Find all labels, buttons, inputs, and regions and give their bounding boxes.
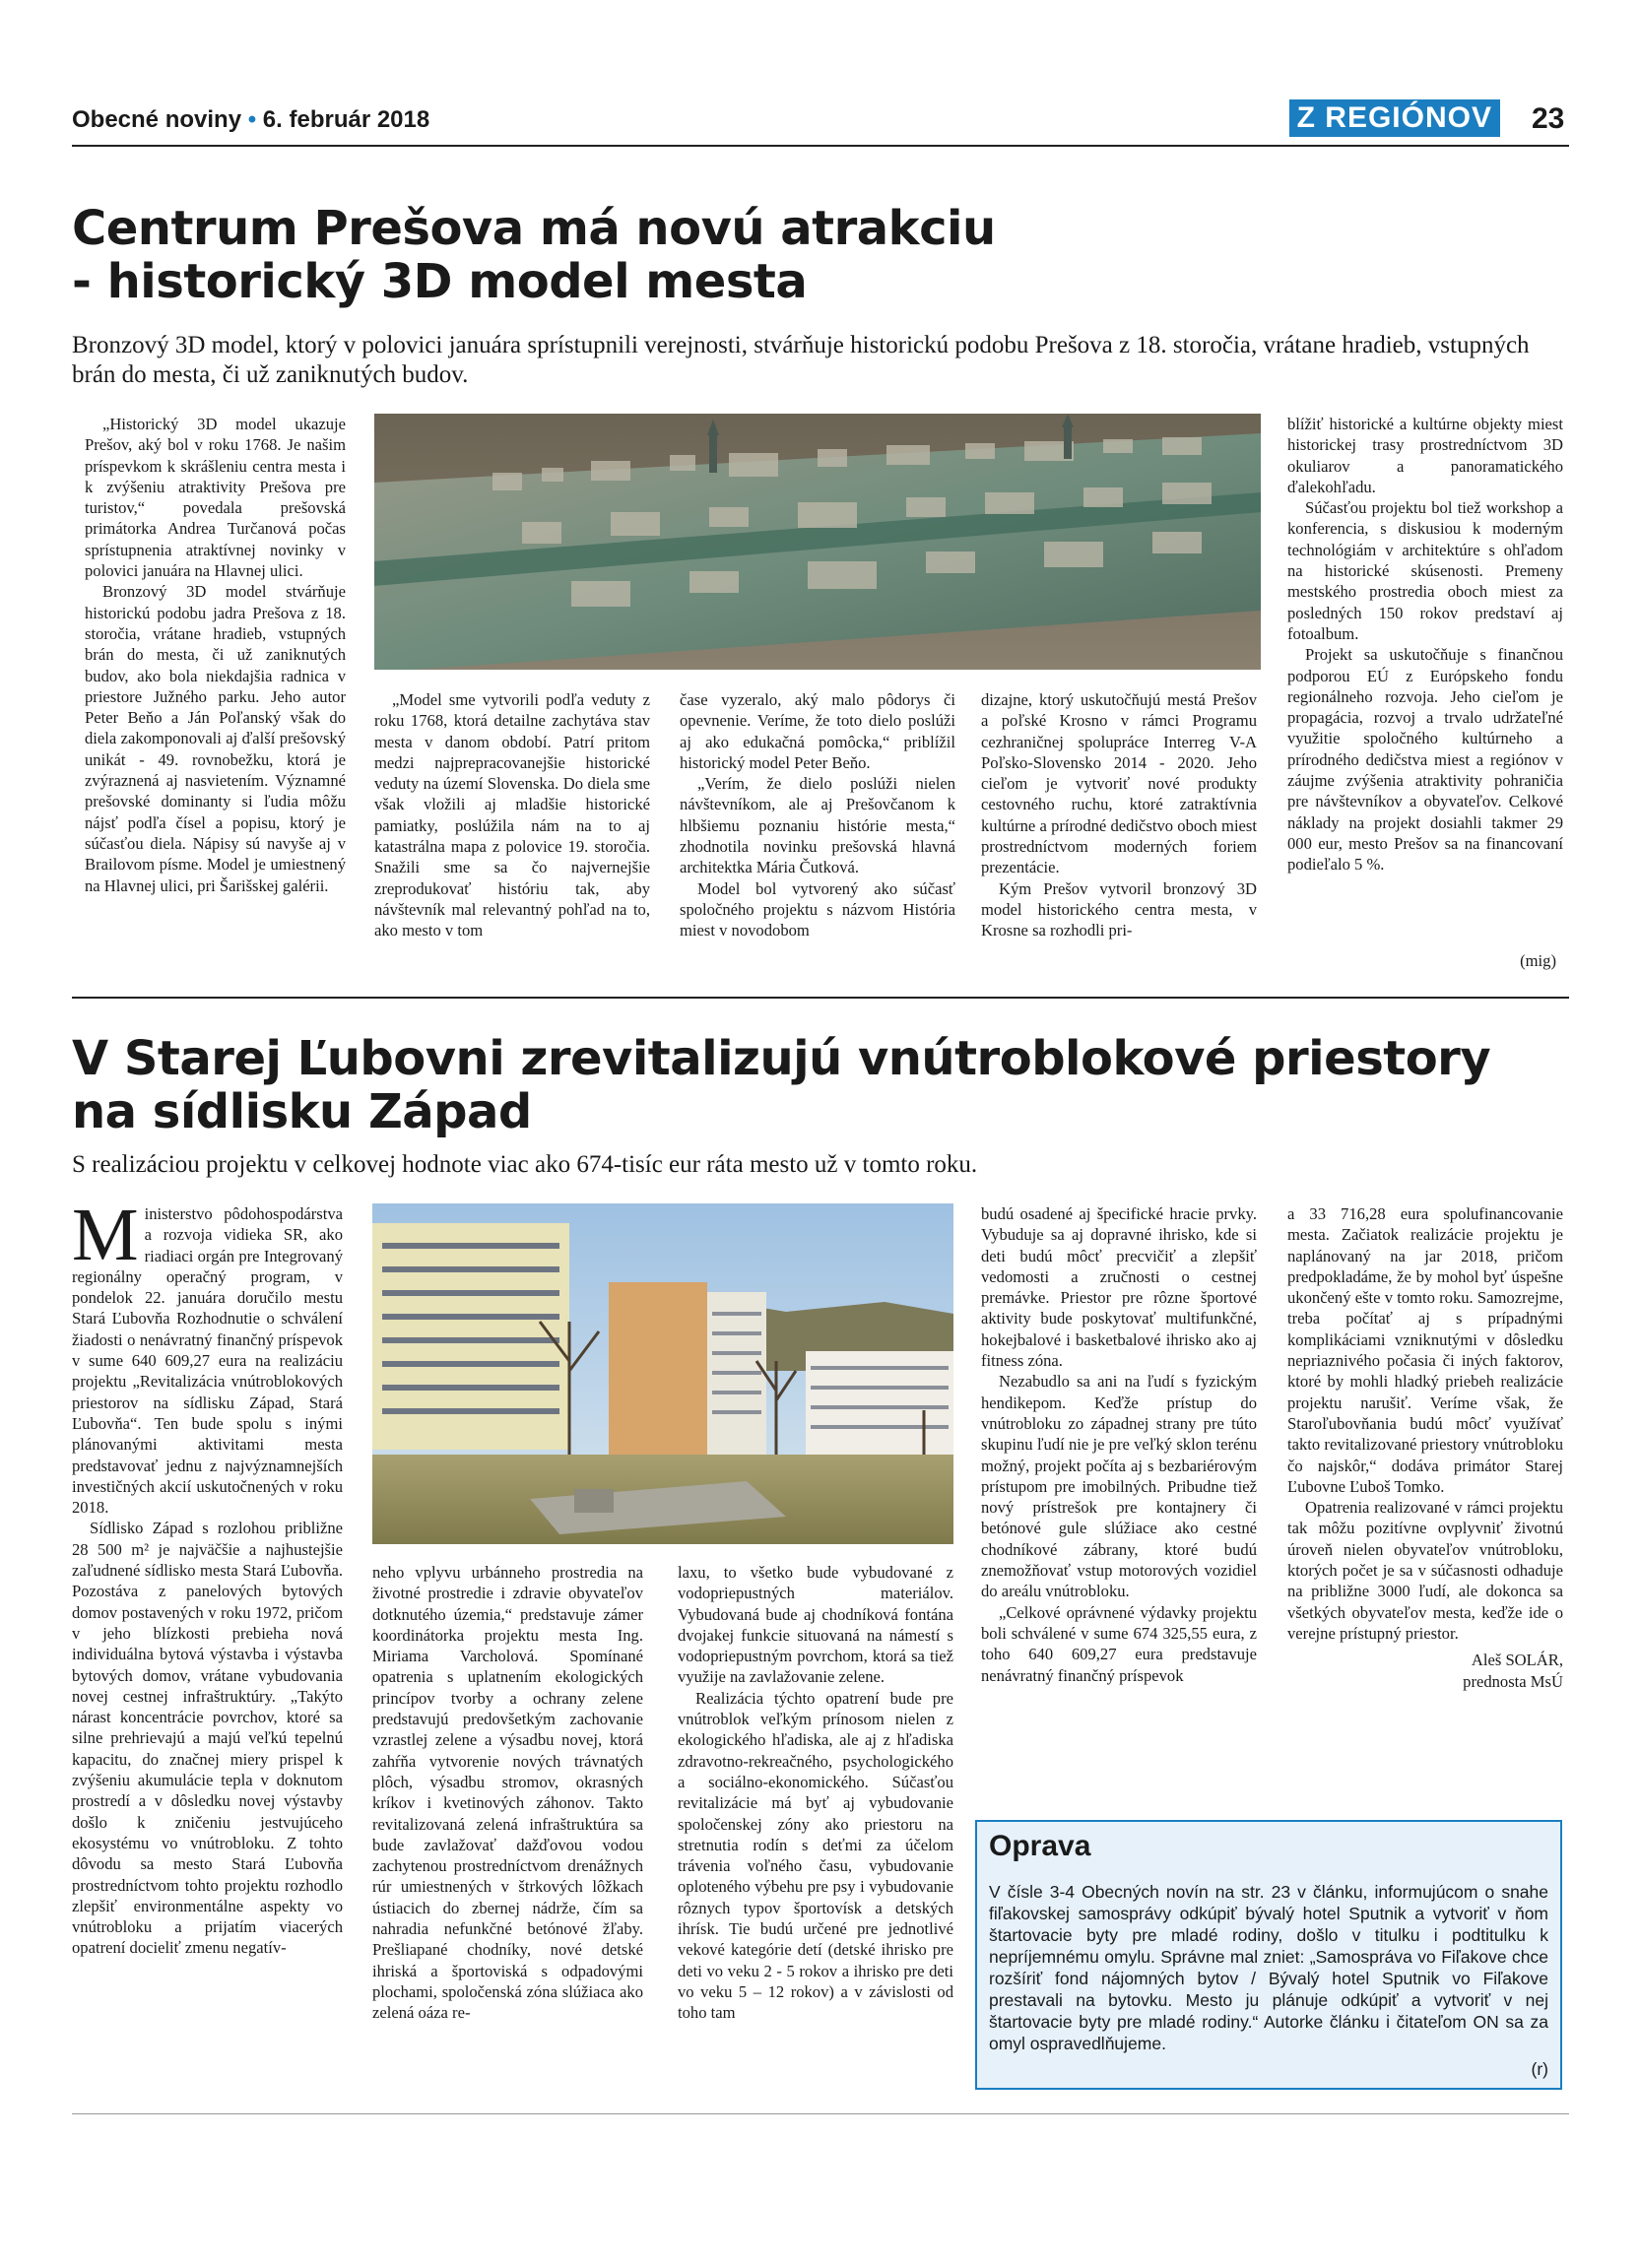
running-header: [72, 106, 429, 134]
publication-name: Obecné noviny: [72, 106, 242, 133]
housing-estate-photo: [372, 1203, 953, 1544]
article2-col1: [72, 1194, 343, 1959]
paragraph: „Celkové oprávnené výdavky projektu boli schválené v sume 674 325,55 eura, z toho 640 609,27 eura predstavuje nenávratný finančný príspevok: [981, 1602, 1257, 1685]
article2-col5: [1287, 1203, 1563, 1692]
correction-signature: (r): [1531, 2059, 1548, 2079]
correction-box: [975, 1820, 1562, 2090]
article1-col5: [1287, 414, 1563, 875]
paragraph: „Verím, že dielo poslúži nielen návštevníkom, ale aj Prešovčanom k hlbšiemu poznaniu histórie mesta,“ zhodnotila novinku prešovská hlavná architektka Mária Čutková.: [680, 774, 955, 877]
article1-signature: (mig): [1520, 951, 1556, 970]
paragraph: a 33 716,28 eura spolufinancovanie mesta. Začiatok realizácie projektu je naplánovaný na jar 2018, pričom predpokladáme, že by mohol byť úspešne ukončený ešte v tomto roku. Samozrejme, treba počítať aj s prípadnými komplikáciami vzniknutými v dôsledku nepriaznivého počasia či iných faktorov, ktoré by mohli hladký priebeh realizácie projektu narušiť. Veríme však, že Staroľubovňania budú môcť využívať takto revitalizované priestory vnútrobloku čo najskôr,“ dodáva primátor Starej Ľubovne Ľuboš Tomko.: [1287, 1204, 1563, 1496]
page-number: 23: [1532, 102, 1565, 135]
article2-title-line1: V Starej Ľubovni zrevitalizujú vnútroblokové priestory: [72, 1031, 1491, 1086]
correction-text: V čísle 3-4 Obecných novín na str. 23 v článku, informujúcom o snahe fiľakovskej samosprávy odkúpiť bývalý hotel Sputnik a vytvoriť v ňom štartovacie byty pre mladé rodiny, došlo v titulku i podtitulku k nepríjemnému omylu. Správne mal zniet: „Samospráva vo Fiľakove chce rozšíriť fond nájomných bytov / Bývalý hotel Sputnik vo Fiľakove prestavali na bytovku. Mesto ju plánuje odkúpiť a vytvoriť v nej štartovacie byty pre mladé rodiny.“ Autorke článku i čitateľom ON sa za omyl ospravedlňujeme.: [989, 1882, 1548, 2053]
paragraph: [72, 1194, 343, 1518]
paragraph: Sídlisko Západ s rozlohou približne 28 500 m² je najväčšie a najhustejšie zaľudnené sídlisko mesta Stará Ľubovňa. Pozostáva z panelových bytových domov postavených v roku 1972, pričom v jeho blízkosti prebieha nová individuálna bytová výstavba i výstavba bytových domov, vrátane vybudovania novej cestnej infraštruktúry. „Takýto nárast koncentrácie povrchov, ktoré sa silne prehrievajú a majú veľkú tepelnú kapacitu, do značnej miery prispel k zvýšeniu akumulácie tepla v doknutom prostredí a v dôsledku novej výstavby došlo k zničeniu jestvujúceho ekosystému vo vnútrobloku. Z tohto dôvodu sa mesto Stará Ľubovňa prostredníctvom tohto projektu rozhodlo zlepšiť environmentálne aspekty vo vnútrobloku a prijatím viacerých opatrení docieliť zmenu negatív-: [72, 1519, 343, 1958]
paragraph: „Historický 3D model ukazuje Prešov, aký bol v roku 1768. Je našim príspevkom k skrášleniu centra mesta i k zvýšeniu atraktivity Prešova pre turistov,“ povedala prešovská primátorka Andrea Turčanová počas sprístupnenia atraktívnej novinky v polovici januára na Hlavnej ulici.: [85, 415, 346, 581]
paragraph: budú osadené aj špecifické hracie prvky. Vybuduje sa aj dopravné ihrisko, kde si deti budú môcť precvičiť a zlepšiť vedomosti a zručnosti o cestnej premávke. Priestor pre rôzne športové aktivity bude poskytovať multifunkčné, hokejbalové i basketbalové ihrisko ako aj fitness zóna.: [981, 1204, 1257, 1371]
article2-col3: [678, 1562, 953, 2024]
paragraph: čase vyzeralo, aký malo pôdorys či opevnenie. Veríme, že toto dielo poslúži aj ako edukačná pomôcka,“ priblížil historický model Peter Beňo.: [680, 690, 955, 772]
paragraph: Bronzový 3D model stvárňuje historickú podobu jadra Prešova z 18. storočia, vrátane hradieb, vstupných brán do mesta, či už zaniknutých budov, ako bola niekdajšia radnica v priestore Južného parku. Jeho autor Peter Beňo a Ján Poľanský však do diela zakomponovali aj ďalší prešovský unikát - 49. rovnobežku, ktorá je zvýraznená aj nasvietením. Významné prešovské dominanty si ľudia môžu nájsť podľa čísel a popisu, ktorý je súčasťou diela. Nápisy sú navyše aj v Brailovom písme. Model je umiestnený na Hlavnej ulici, pri Šarišskej galérii.: [85, 582, 346, 895]
article2-lead: S realizáciou projektu v celkovej hodnote viac ako 674-tisíc eur ráta mesto už v tomto roku.: [72, 1151, 978, 1178]
header-rule: [72, 145, 1569, 147]
section-tag: Z REGIÓNOV: [1289, 99, 1500, 137]
paragraph: neho vplyvu urbánneho prostredia na životné prostredie i zdravie obyvateľov dotknutého územia,“ predstavuje zámer koordinátorka projektu mesta Ing. Miriama Varcholová. Spomínané opatrenia s uplatnením ekologických princípov tvorby a ochrany zelene predstavujú predovšetkým zachovanie vzrastlej zelene a výsadbu novej, ktorá zahŕňa vytvorenie nových trávnatých plôch, výsadbu stromov, okrasných kríkov i kvetinových záhonov. Takto revitalizovaná zelená infraštruktúra sa bude zavlažovať dažďovou vodou zachytenou prostredníctvom drenážnych rúr umiestnených v štrkových lôžkach ústiacich do zbernej nádrže, čím sa nahradia nefunkčné betónové žľaby. Prešliapané chodníky, nové detské ihriská a športoviská s odpadovými plochami, spoločenská zóna slúžiaca ako zelená oáza re-: [372, 1563, 643, 2023]
article1-title-line1: Centrum Prešova má novú atrakciu: [72, 201, 996, 256]
drop-cap: M: [72, 1194, 139, 1276]
article1-col1: [85, 414, 346, 896]
article1-col2: [374, 689, 650, 941]
paragraph: Model bol vytvorený ako súčasť spoločného projektu s názvom História miest v novodobom: [680, 878, 955, 940]
article2-author: Aleš SOLÁR,: [1471, 1651, 1563, 1670]
header-bullet: •: [247, 106, 257, 133]
paragraph: laxu, to všetko bude vybudované z vodopriepustných materiálov. Vybudovaná bude aj chodníková fontána dvojakej funkcie situovaná na námestí s vodopriepustným povrchom, ktorá sa tiež využije na zavlažovanie zelene.: [678, 1563, 953, 1687]
article1-title: [72, 202, 1549, 308]
article1-lead: Bronzový 3D model, ktorý v polovici januára sprístupnili verejnosti, stvárňuje historickú podobu Prešova z 18. storočia, vrátane hradieb, vstupných brán do mesta, či už zaniknutých budov.: [72, 332, 1530, 388]
article1-title-line2: - historický 3D model mesta: [72, 254, 808, 309]
article2-col4: [981, 1203, 1257, 1686]
article2-title-line2: na sídlisku Západ: [72, 1084, 532, 1139]
paragraph: blížiť historické a kultúrne objekty miest historickej trasy prostredníctvom 3D okuliarov a panoramatického ďalekohľadu.: [1287, 415, 1563, 496]
housing-estate-image: [372, 1203, 953, 1544]
article2-col2: [372, 1562, 643, 2024]
paragraph-text: inisterstvo pôdohospodárstva a rozvoja vidieka SR, ako riadiaci orgán pre Integrovaný regionálny operačný program, v pondelok 22. januára doručilo mestu Stará Ľubovňa Rozhodnutie o schválení žiadosti o nenávratný finančný príspevok v sume 640 609,27 eura na realizáciu projektu „Revitalizácia vnútroblokových priestorov na sídlisku Západ, Stará Ľubovňa“. Ten bude spolu s inými plánovanými aktivitami mesta predstavovať jednu z najvýznamnejších investičných akcií uskutočnených v roku 2018.: [72, 1204, 343, 1518]
article2-author-role: prednosta MsÚ: [1463, 1671, 1563, 1691]
footer-rule: [72, 2113, 1569, 2114]
paragraph: dizajne, ktorý uskutočňujú mestá Prešov a poľské Krosno v rámci Programu cezhraničnej spolupráce Interreg V-A Poľsko-Slovensko 2014 - 2020. Jeho cieľom je vytvoriť nové produkty cestovného ruchu, ktoré zatraktívnia kultúrne a prírodné dedičstvo oboch miest prostredníctvom moderných foriem prezentácie.: [981, 690, 1257, 877]
issue-date: 6. február 2018: [262, 106, 430, 133]
paragraph: „Model sme vytvorili podľa veduty z roku 1768, ktorá detailne zachytáva stav mesta v danom období. Patrí pritom medzi najprepracovanejšie historické veduty na území Slovenska. Do diela sme však vložili aj mladšie historické pamiatky, poslúžila nám na to aj katastrálna mapa z polovice 19. storočia. Snažili sme sa čo najvernejšie zreprodukovať históriu tak, aby návštevník mal relevantný pohľad na to, ako mesto v tom: [374, 690, 650, 940]
paragraph: Opatrenia realizované v rámci projektu tak môžu pozitívne ovplyvniť životnú úroveň nielen obyvateľov vnútrobloku, ktorých počet je sa v súčasnosti odhaduje na približne 3000 ľudí, ale dokonca sa všetkých obyvateľov mesta, keďže ide o verejne prístupný priestor.: [1287, 1498, 1563, 1643]
bronze-model-image: [374, 414, 1261, 670]
article2-title: [72, 1032, 1569, 1138]
paragraph: Kým Prešov vytvoril bronzový 3D model historického centra mesta, v Krosne sa rozhodli pri-: [981, 878, 1257, 940]
article-divider: [72, 997, 1569, 999]
article1-col4: [981, 689, 1257, 941]
paragraph: Súčasťou projektu bol tiež workshop a konferencia, s diskusiou k moderným technológiám v architektúre s ohľadom na historické skúsenosti. Premeny mestského prostredia oboch miest za posledných 150 rokov predstaví aj fotoalbum.: [1287, 498, 1563, 643]
paragraph: Projekt sa uskutočňuje s finančnou podporou EÚ z Európskeho fondu regionálneho rozvoja. Jeho cieľom je propagácia, rozvoj a trvalo udržateľné využitie spoločného kultúrneho a prírodného dedičstva miest a regiónov v záujme zvýšenia atraktivity pohraničia pre návštevníkov a obyvateľov. Celkové náklady na projekt dosiahli takmer 29 000 eur, mesto Prešov sa na financovaní podieľalo 5 %.: [1287, 645, 1563, 875]
paragraph: Nezabudlo sa ani na ľudí s fyzickým hendikepom. Keďže prístup do vnútrobloku zo západnej strany pre túto skupinu ľudí nie je pre veľký sklon terénu možný, projekt počíta aj s bezbariérovým prístupom pre imobilných. Pribudne tiež nový prístrešok pre kontajnery či betónové gule slúžiace ako cestné chodníkové zábrany, ktoré budú znemožňovať vstup motorových vozidiel do areálu vnútrobloku.: [981, 1372, 1257, 1601]
correction-title: Oprava: [989, 1830, 1091, 1862]
paragraph: Realizácia týchto opatrení bude pre vnútroblok veľkým prínosom nielen z ekologického hľadiska, ale aj z hľadiska zdravotno-rekreačného, psychologického a sociálno-ekonomického. Súčasťou revitalizácie má byť aj vybudovanie spoločenskej zóny ako priestoru na stretnutia rodín s deťmi za účelom trávenia voľného času, vybudovanie oploteného výbehu pre psy i vybudovanie rôznych typov športovísk a detských ihrísk. Tie budú určené pre jednotlivé vekové kategórie detí (detské ihrisko pre deti vo veku 2 - 5 rokov a ihrisko pre deti vo veku 5 – 12 rokov) a v závislosti od toho tam: [678, 1688, 953, 2023]
bronze-model-photo: [374, 414, 1261, 670]
article1-col3: [680, 689, 955, 941]
